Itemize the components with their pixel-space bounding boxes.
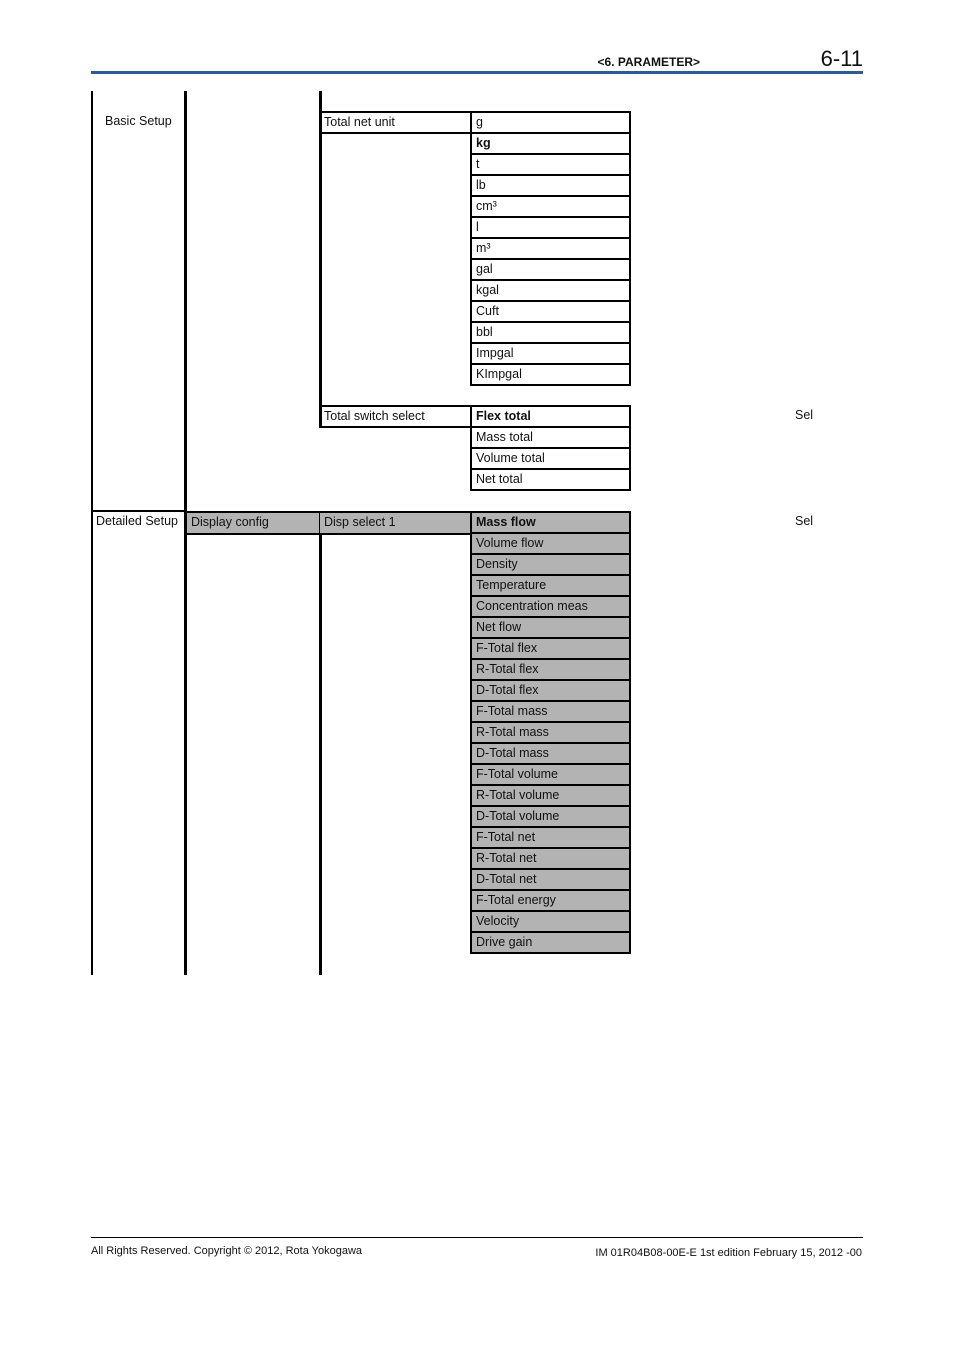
- footer-doc-id: IM 01R04B08-00E-E 1st edition February 15, 2012 -00: [595, 1247, 862, 1259]
- disp-select-option[interactable]: R-Total mass: [470, 721, 631, 744]
- net-unit-option[interactable]: cm³: [470, 195, 631, 218]
- net-unit-option[interactable]: Impgal: [470, 342, 631, 365]
- net-unit-option[interactable]: m³: [470, 237, 631, 260]
- net-unit-option[interactable]: Cuft: [470, 300, 631, 323]
- disp-select-option[interactable]: F-Total mass: [470, 700, 631, 723]
- net-unit-option[interactable]: t: [470, 153, 631, 176]
- net-unit-option[interactable]: g: [470, 111, 631, 134]
- disp-select-option[interactable]: R-Total net: [470, 847, 631, 870]
- disp-select-option[interactable]: Concentration meas: [470, 595, 631, 618]
- footer-copyright: All Rights Reserved. Copyright © 2012, Rota Yokogawa: [91, 1245, 363, 1257]
- disp-select-option[interactable]: R-Total volume: [470, 784, 631, 807]
- switch-select-option[interactable]: Mass total: [470, 426, 631, 449]
- net-unit-option[interactable]: KImpgal: [470, 363, 631, 386]
- header-rule: [91, 71, 863, 74]
- disp-select-option[interactable]: Mass flow: [470, 511, 631, 534]
- param-disp-select-1[interactable]: Disp select 1: [320, 511, 472, 535]
- disp-select-note: Sel: [795, 514, 814, 528]
- menu-basic-setup[interactable]: Basic Setup: [105, 114, 172, 128]
- section-title: <6. PARAMETER>: [597, 55, 700, 69]
- disp-select-option[interactable]: D-Total net: [470, 868, 631, 891]
- section-separator: [91, 510, 187, 512]
- net-unit-option[interactable]: gal: [470, 258, 631, 281]
- switch-select-option[interactable]: Flex total: [470, 405, 631, 428]
- disp-select-option[interactable]: D-Total volume: [470, 805, 631, 828]
- disp-select-option[interactable]: F-Total energy: [470, 889, 631, 912]
- menu-display-config[interactable]: Display config: [185, 511, 321, 535]
- disp-select-option[interactable]: Density: [470, 553, 631, 576]
- net-unit-option[interactable]: l: [470, 216, 631, 239]
- param-total-switch-select[interactable]: Total switch select: [320, 405, 472, 428]
- disp-select-option[interactable]: F-Total net: [470, 826, 631, 849]
- footer-rule: [91, 1237, 863, 1238]
- switch-select-option[interactable]: Volume total: [470, 447, 631, 470]
- disp-select-option[interactable]: D-Total mass: [470, 742, 631, 765]
- net-unit-option[interactable]: lb: [470, 174, 631, 197]
- page-number: 6-11: [820, 46, 863, 71]
- tree-line-level3: [319, 91, 322, 428]
- net-unit-option[interactable]: kg: [470, 132, 631, 155]
- tree-line-level3-detailed: [319, 512, 322, 975]
- disp-select-option[interactable]: D-Total flex: [470, 679, 631, 702]
- switch-select-note: Sel: [795, 408, 814, 422]
- disp-select-option[interactable]: F-Total volume: [470, 763, 631, 786]
- switch-select-option[interactable]: Net total: [470, 468, 631, 491]
- tree-line-level1: [91, 91, 93, 975]
- disp-select-option[interactable]: Volume flow: [470, 532, 631, 555]
- disp-select-option[interactable]: Net flow: [470, 616, 631, 639]
- param-total-net-unit[interactable]: Total net unit: [320, 111, 472, 134]
- net-unit-option[interactable]: kgal: [470, 279, 631, 302]
- menu-detailed-setup[interactable]: Detailed Setup: [96, 514, 179, 528]
- disp-select-option[interactable]: F-Total flex: [470, 637, 631, 660]
- net-unit-option[interactable]: bbl: [470, 321, 631, 344]
- disp-select-option[interactable]: Temperature: [470, 574, 631, 597]
- disp-select-option[interactable]: Velocity: [470, 910, 631, 933]
- disp-select-option[interactable]: R-Total flex: [470, 658, 631, 681]
- disp-select-option[interactable]: Drive gain: [470, 931, 631, 954]
